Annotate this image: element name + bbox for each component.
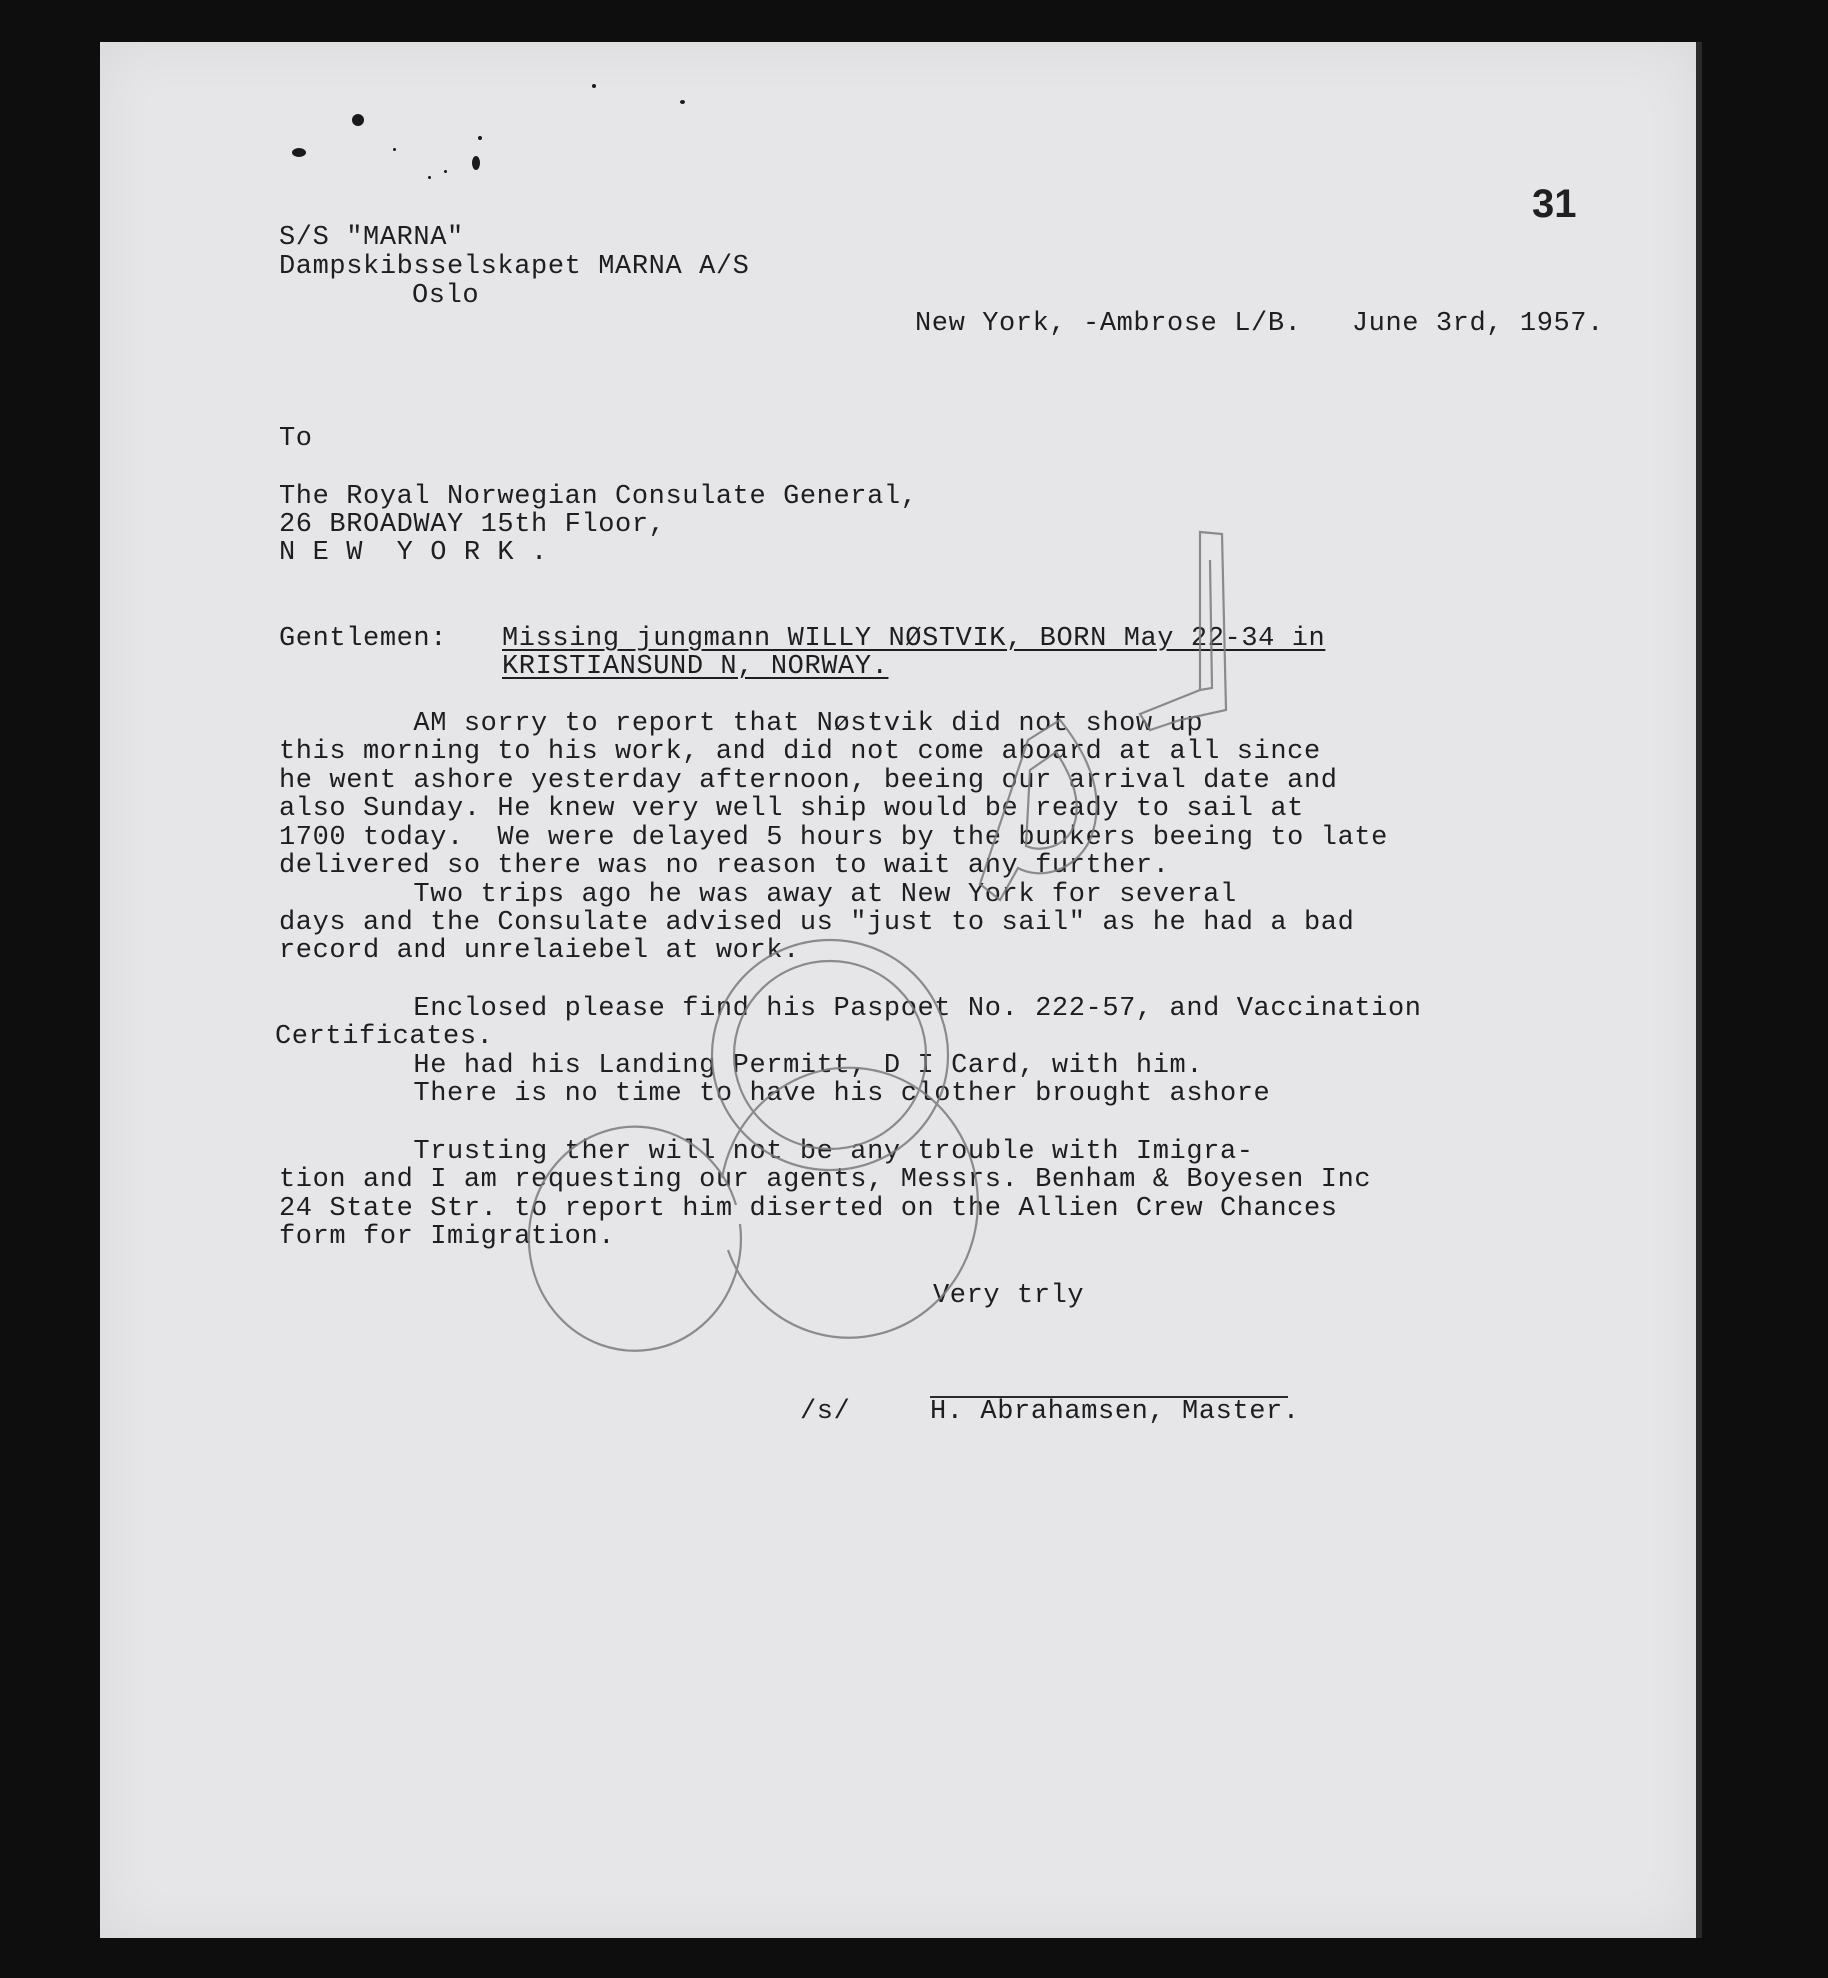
body-line-17: form for Imigration. — [279, 1222, 616, 1252]
recipient-line-1: The Royal Norwegian Consulate General, — [279, 482, 918, 512]
body-line-14: Trusting ther will not be any trouble with Imigra- — [279, 1137, 1254, 1167]
subject-line-2: KRISTIANSUND N, NORWAY. — [502, 652, 889, 682]
page-edge — [1696, 42, 1702, 1938]
body-line-8: days and the Consulate advised us "just to sail" as he had a bad — [279, 908, 1355, 938]
body-line-5: 1700 today. We were delayed 5 hours by the bunkers beeing to late — [279, 823, 1388, 853]
body-line-10: Enclosed please find his Paspoet No. 222-57, and Vaccination — [279, 994, 1422, 1024]
body-line-12: He had his Landing Permitt, D I Card, with him. — [279, 1051, 1204, 1081]
recipient-line-2: 26 BROADWAY 15th Floor, — [279, 510, 666, 540]
ink-speck — [592, 84, 596, 88]
body-line-15: tion and I am requesting our agents, Messrs. Benham & Boyesen Inc — [279, 1165, 1372, 1195]
signature-prefix: /s/ — [800, 1397, 851, 1427]
page-number: 31 — [1532, 182, 1577, 226]
signature-name: H. Abrahamsen, Master. — [930, 1397, 1300, 1427]
ink-speck — [352, 114, 364, 126]
to-label: To — [279, 424, 313, 454]
body-line-2: this morning to his work, and did not come aboard at all since — [279, 737, 1321, 767]
ink-speck — [444, 170, 447, 173]
body-line-16: 24 State Str. to report him diserted on the Allien Crew Chances — [279, 1194, 1338, 1224]
sender-ship: S/S "MARNA" — [279, 223, 464, 253]
body-line-13: There is no time to have his clother brought ashore — [279, 1079, 1271, 1109]
ink-speck — [478, 136, 482, 140]
body-line-9: record and unrelaiebel at work. — [279, 936, 800, 966]
body-line-1: AM sorry to report that Nøstvik did not show up — [279, 709, 1204, 739]
recipient-line-3: N E W Y O R K . — [279, 538, 548, 568]
subject-line-1: Missing jungmann WILLY NØSTVIK, BORN May 22-34 in — [502, 624, 1326, 654]
body-line-7: Two trips ago he was away at New York for several — [279, 880, 1237, 910]
body-line-4: also Sunday. He knew very well ship would be ready to sail at — [279, 794, 1304, 824]
sender-company: Dampskibsselskapet MARNA A/S — [279, 252, 750, 282]
ink-speck — [428, 176, 431, 179]
salutation: Gentlemen: — [279, 624, 448, 654]
ink-speck — [393, 148, 396, 151]
place-date: New York, -Ambrose L/B. June 3rd, 1957. — [915, 309, 1604, 339]
ink-speck — [292, 148, 306, 157]
sender-city: Oslo — [412, 281, 480, 311]
body-line-11: Certificates. — [275, 1022, 494, 1052]
body-line-3: he went ashore yesterday afternoon, beeing our arrival date and — [279, 766, 1338, 796]
closing: Very trly — [933, 1281, 1085, 1311]
body-line-6: delivered so there was no reason to wait any further. — [279, 851, 1170, 881]
ink-speck — [680, 100, 685, 104]
ink-speck — [472, 156, 480, 170]
